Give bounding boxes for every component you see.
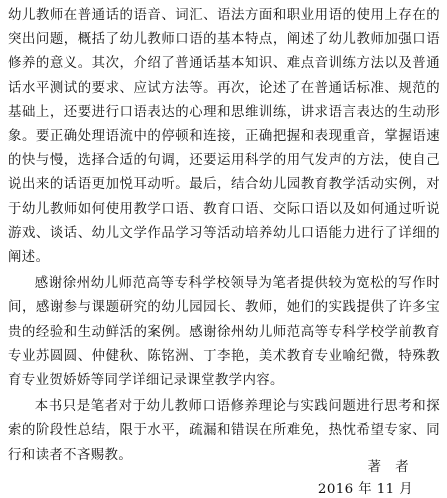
preface-paragraph-1: 幼儿教师在普通话的语音、词汇、语法方面和职业用语的使用上存在的突出问题，概括了幼儿教师口语的基本特点，阐述了幼儿教师加强口语修养的意义。其次，介绍了普通话基本知识、难点音训练方法以及普通话水平测试的要求、应试方法等。再次，论述了在普通话标准、规范的基础上，还要进行口语表达的心理和思维训练，讲求语言表达的生动形象。要正确处理语流中的停顿和连接，正确把握和表现重音，掌握语速的快与慢，选择合适的句调，还要运用科学的用气发声的方法，使自己说出来的话语更加悦耳动听。最后，结合幼儿园教育教学活动实例，对于幼儿教师如何使用教学口语、教育口语、交际口语以及如何通过听说游戏、谈话、幼儿文学作品学习等活动培养幼儿口语能力进行了详细的阐述。 xyxy=(8,8,440,266)
preface-paragraph-3: 本书只是笔者对于幼儿教师口语修养理论与实践问题进行思考和探索的阶段性总结，限于水平，疏漏和错误在所难免，热忱希望专家、同行和读者不吝赐教。 xyxy=(8,399,440,463)
author-signature: 著 者 xyxy=(367,460,409,475)
preface-page xyxy=(8,4,440,468)
preface-date: 2016 年 11 月 xyxy=(317,482,413,497)
preface-paragraph-2: 感谢徐州幼儿师范高等专科学校领导为笔者提供较为宽松的写作时间，感谢参与课题研究的幼儿园园长、教师，她们的实践提供了许多宝贵的经验和生动鲜活的案例。感谢徐州幼儿师范高等专科学校学前教育专业苏圆圆、仲健秋、陈铭洲、丁李艳，美术教育专业喻纪微，特殊教育专业贺娇娇等同学详细记录课堂教学内容。 xyxy=(8,276,440,389)
